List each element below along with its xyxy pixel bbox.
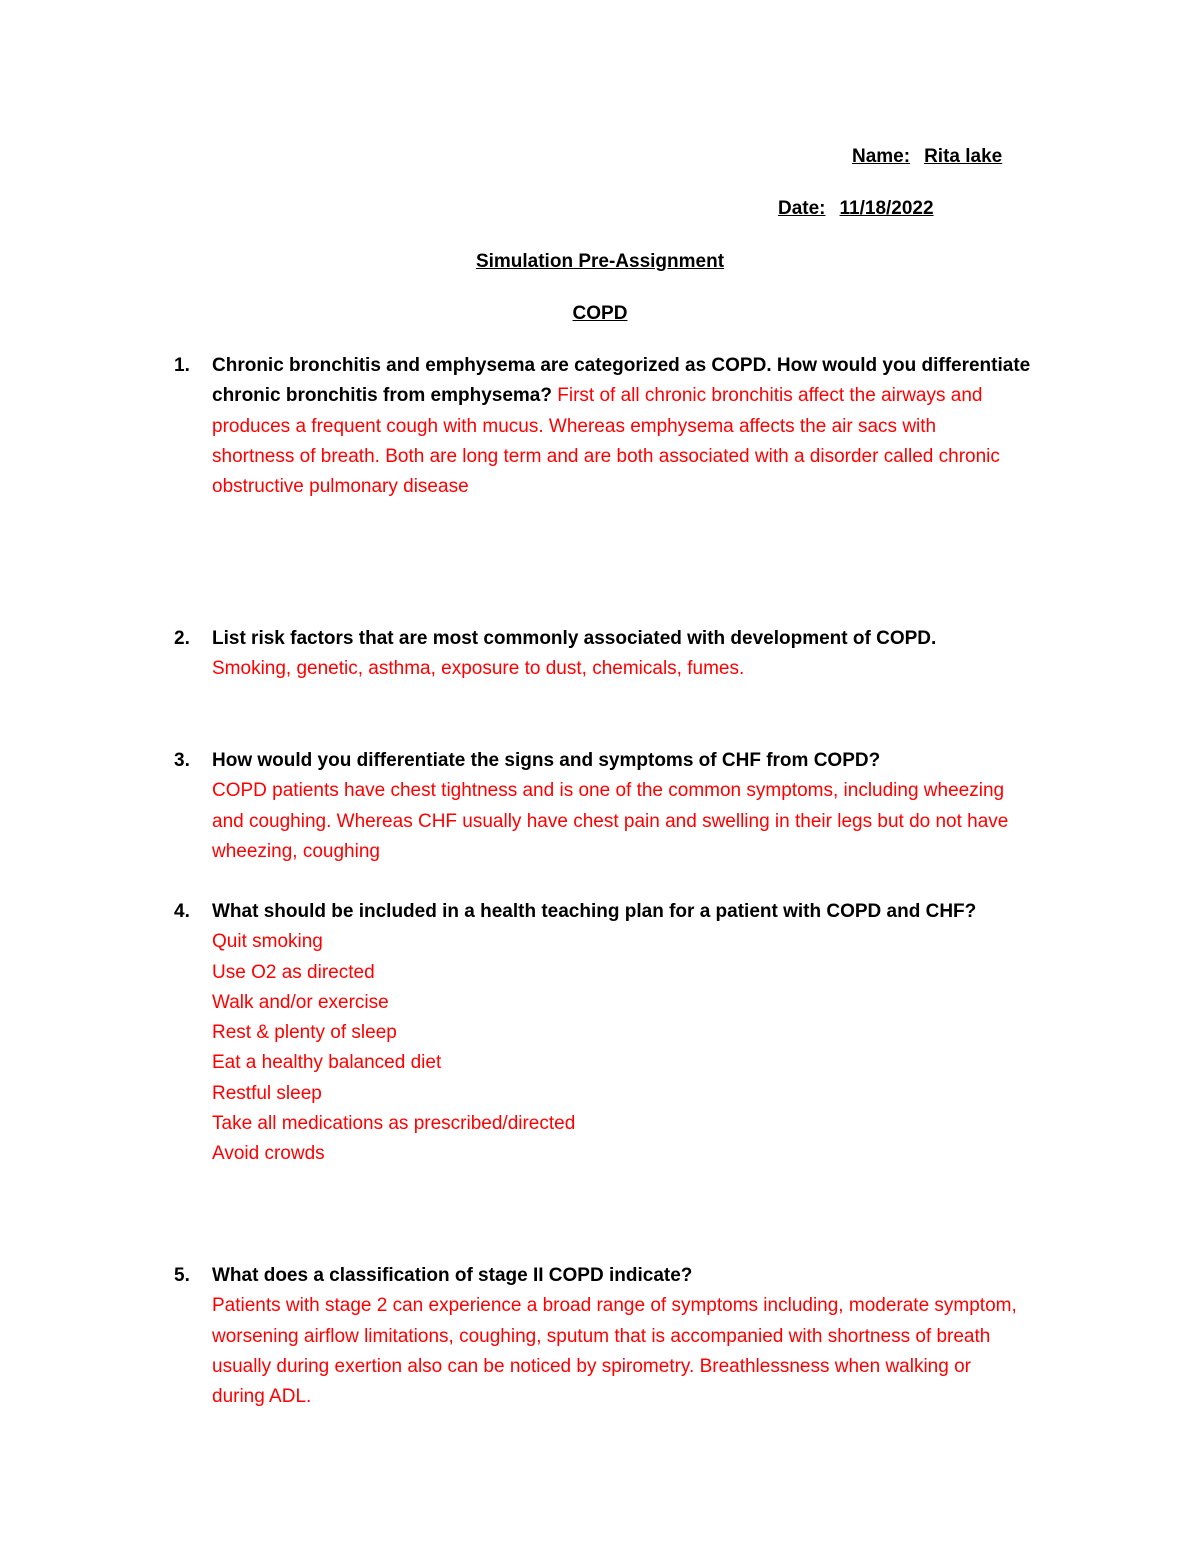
answer-list-item: Use O2 as directed bbox=[212, 961, 375, 983]
answer-text: wheezing, coughing bbox=[212, 840, 380, 862]
answer-text: Smoking, genetic, asthma, exposure to dust, chemicals, fumes. bbox=[212, 658, 745, 680]
answer-list-item: Avoid crowds bbox=[212, 1143, 325, 1165]
question-text: chronic bronchitis from emphysema? bbox=[212, 385, 552, 407]
answer-text: during ADL. bbox=[212, 1386, 312, 1408]
answer-list-item: Eat a healthy balanced diet bbox=[212, 1052, 442, 1074]
answer-text: COPD patients have chest tightness and is one of the common symptoms, including wheezing bbox=[212, 780, 1005, 802]
answer-list-item: Walk and/or exercise bbox=[212, 991, 389, 1013]
question-3 bbox=[174, 746, 1074, 867]
question-text: What does a classification of stage II COPD indicate? bbox=[212, 1265, 693, 1286]
question-number: 5. bbox=[174, 1265, 190, 1286]
question-text: How would you differentiate the signs and symptoms of CHF from COPD? bbox=[212, 750, 881, 771]
answer-text: Patients with stage 2 can experience a broad range of symptoms including, moderate symptom, bbox=[212, 1295, 1017, 1317]
document-subtitle: COPD bbox=[572, 303, 628, 324]
question-2 bbox=[174, 624, 1074, 685]
answer-text: First of all chronic bronchitis affect the airways and bbox=[557, 385, 983, 407]
question-number: 1. bbox=[174, 355, 190, 376]
date-line bbox=[778, 197, 1070, 221]
question-number: 3. bbox=[174, 750, 190, 771]
answer-list-item: Quit smoking bbox=[212, 931, 323, 953]
answer-text: produces a frequent cough with mucus. Whereas emphysema affects the air sacs with bbox=[212, 415, 937, 437]
answer-text: shortness of breath. Both are long term and are both associated with a disorder called chronic bbox=[212, 445, 1000, 467]
question-number: 2. bbox=[174, 628, 190, 649]
date-value: 11/18/2022 bbox=[839, 198, 934, 219]
question-text: Chronic bronchitis and emphysema are categorized as COPD. How would you differentiate bbox=[212, 355, 1031, 376]
answer-list-item: Restful sleep bbox=[212, 1082, 322, 1104]
question-number: 4. bbox=[174, 901, 190, 922]
answer-list-item: Rest & plenty of sleep bbox=[212, 1022, 397, 1044]
answer-text: obstructive pulmonary disease bbox=[212, 476, 469, 498]
name-line bbox=[852, 145, 1044, 169]
answer-list-item: Take all medications as prescribed/directed bbox=[212, 1113, 576, 1135]
name-label: Name: bbox=[852, 146, 911, 167]
answer-text: usually during exertion also can be noticed by spirometry. Breathlessness when walking or bbox=[212, 1355, 971, 1377]
document-title: Simulation Pre-Assignment bbox=[475, 251, 725, 272]
question-text: List risk factors that are most commonly associated with development of COPD. bbox=[212, 628, 937, 649]
question-5 bbox=[174, 1261, 1074, 1412]
name-value: Rita lake bbox=[924, 146, 1003, 167]
date-label: Date: bbox=[778, 198, 826, 219]
answer-text: and coughing. Whereas CHF usually have chest pain and swelling in their legs but do not have bbox=[212, 810, 1009, 832]
question-4 bbox=[174, 897, 1074, 1170]
question-text: What should be included in a health teaching plan for a patient with COPD and CHF? bbox=[212, 901, 977, 922]
answer-text: worsening airflow limitations, coughing, sputum that is accompanied with shortness of breath bbox=[212, 1325, 991, 1347]
question-1 bbox=[174, 351, 1074, 502]
